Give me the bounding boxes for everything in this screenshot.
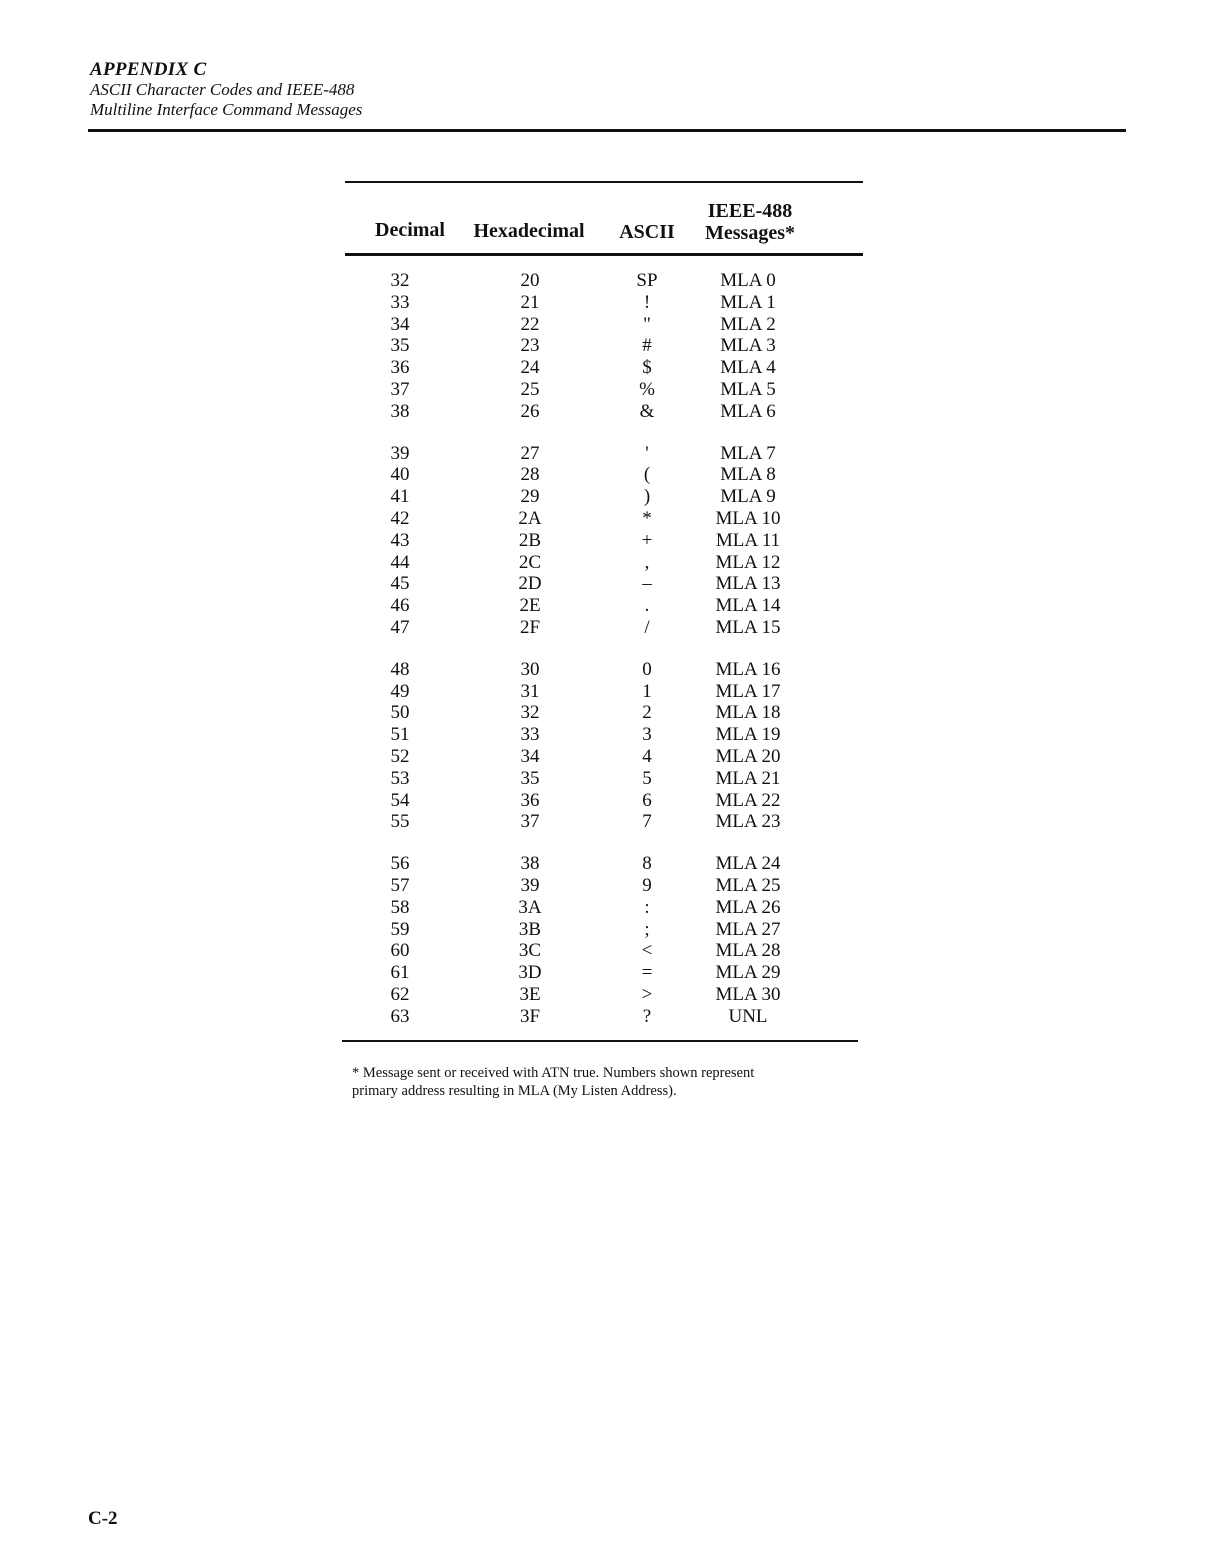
table-row <box>345 292 863 314</box>
table-row <box>345 940 863 962</box>
cell-hexadecimal: 38 <box>520 853 540 875</box>
cell-ascii: 1 <box>642 680 652 702</box>
column-header-decimal: Decimal <box>375 219 445 241</box>
cell-hexadecimal: 2D <box>518 573 542 595</box>
cell-ieee-message: MLA 30 <box>715 983 781 1005</box>
table-row <box>345 919 863 941</box>
table-row <box>345 401 863 423</box>
cell-hexadecimal: 39 <box>520 874 540 896</box>
cell-decimal: 63 <box>390 1005 410 1027</box>
table-row <box>345 875 863 897</box>
cell-ascii: 9 <box>642 874 652 896</box>
table-row <box>345 314 863 336</box>
row-group <box>345 270 863 423</box>
appendix-subtitle-line-2: Multiline Interface Command Messages <box>90 100 363 119</box>
cell-ascii: > <box>641 983 653 1005</box>
cell-hexadecimal: 32 <box>520 702 540 724</box>
cell-hexadecimal: 33 <box>520 724 540 746</box>
cell-hexadecimal: 31 <box>520 680 540 702</box>
table-row <box>345 270 863 292</box>
cell-hexadecimal: 37 <box>520 811 540 833</box>
table-row <box>345 379 863 401</box>
cell-hexadecimal: 3E <box>519 983 541 1005</box>
appendix-title: APPENDIX C <box>90 59 207 80</box>
header-divider <box>88 129 1126 132</box>
cell-hexadecimal: 30 <box>520 658 540 680</box>
cell-ascii: + <box>641 529 653 551</box>
page-header <box>90 60 362 120</box>
table-row <box>345 962 863 984</box>
cell-ieee-message: MLA 0 <box>720 270 776 291</box>
table-row <box>345 897 863 919</box>
cell-decimal: 46 <box>390 595 410 617</box>
cell-hexadecimal: 3A <box>518 896 542 918</box>
cell-decimal: 55 <box>390 811 410 833</box>
cell-ieee-message: MLA 16 <box>715 658 781 680</box>
cell-ieee-message: MLA 22 <box>715 789 781 811</box>
cell-ieee-message: MLA 17 <box>715 680 781 702</box>
cell-ieee-message: MLA 26 <box>715 896 781 918</box>
table-row <box>345 659 863 681</box>
table-row <box>345 768 863 790</box>
cell-ascii: / <box>644 616 650 638</box>
cell-decimal: 34 <box>390 313 410 335</box>
cell-ascii: & <box>639 400 655 422</box>
cell-decimal: 61 <box>390 962 410 984</box>
cell-decimal: 41 <box>390 486 410 508</box>
cell-hexadecimal: 28 <box>520 464 540 486</box>
table-row <box>345 811 863 833</box>
cell-decimal: 45 <box>390 573 410 595</box>
table-row <box>345 464 863 486</box>
table-row <box>345 486 863 508</box>
cell-ieee-message: MLA 2 <box>720 313 776 335</box>
cell-ieee-message: MLA 27 <box>715 918 781 940</box>
cell-hexadecimal: 24 <box>520 357 540 379</box>
cell-hexadecimal: 35 <box>520 767 540 789</box>
cell-ascii: . <box>644 595 650 617</box>
cell-ascii: , <box>644 551 650 573</box>
cell-ieee-message: MLA 11 <box>715 529 781 551</box>
cell-ieee-message: MLA 7 <box>720 442 776 464</box>
cell-decimal: 40 <box>390 464 410 486</box>
column-header-hexadecimal: Hexadecimal <box>473 220 585 242</box>
cell-ascii: : <box>644 896 650 918</box>
cell-ascii: = <box>641 962 653 984</box>
cell-ieee-message: UNL <box>728 1005 768 1027</box>
cell-ascii: < <box>641 940 653 962</box>
cell-ieee-message: MLA 19 <box>715 724 781 746</box>
cell-decimal: 43 <box>390 529 410 551</box>
cell-hexadecimal: 22 <box>520 313 540 335</box>
cell-ieee-message: MLA 8 <box>720 464 776 486</box>
cell-ieee-message: MLA 9 <box>720 486 776 508</box>
cell-ieee-message: MLA 18 <box>715 702 781 724</box>
cell-decimal: 52 <box>390 745 410 767</box>
table-row <box>345 357 863 379</box>
cell-ascii: ) <box>643 486 651 508</box>
cell-ieee-message: MLA 15 <box>715 616 781 638</box>
cell-decimal: 38 <box>390 400 410 422</box>
cell-decimal: 51 <box>390 724 410 746</box>
cell-ascii: " <box>643 313 651 335</box>
row-group <box>345 853 863 1027</box>
cell-ascii: # <box>642 335 652 357</box>
cell-decimal: 50 <box>390 702 410 724</box>
table-row <box>345 746 863 768</box>
cell-hexadecimal: 2A <box>518 507 542 529</box>
cell-hexadecimal: 27 <box>520 442 540 464</box>
cell-ascii: $ <box>642 357 652 379</box>
cell-decimal: 57 <box>390 874 410 896</box>
cell-ascii: ; <box>644 918 650 940</box>
cell-hexadecimal: 34 <box>520 745 540 767</box>
cell-ascii: % <box>639 378 655 400</box>
table-row <box>345 508 863 530</box>
column-header-ieee-messages <box>695 200 805 244</box>
table-row <box>345 853 863 875</box>
cell-decimal: 32 <box>390 270 410 291</box>
cell-decimal: 62 <box>390 983 410 1005</box>
footnote-line-2: primary address resulting in MLA (My Listen Address). <box>352 1083 677 1099</box>
cell-ieee-message: MLA 10 <box>715 507 781 529</box>
table-row <box>345 984 863 1006</box>
cell-ascii: SP <box>636 270 658 291</box>
cell-hexadecimal: 2C <box>518 551 542 573</box>
cell-hexadecimal: 3C <box>518 940 542 962</box>
cell-hexadecimal: 25 <box>520 378 540 400</box>
cell-ascii: 6 <box>642 789 652 811</box>
cell-ieee-message: MLA 1 <box>720 291 776 313</box>
table-row <box>345 335 863 357</box>
cell-ascii: 4 <box>642 745 652 767</box>
cell-ieee-message: MLA 12 <box>715 551 781 573</box>
cell-ascii: 7 <box>642 811 652 833</box>
column-header-ieee-line-2: Messages* <box>705 222 795 244</box>
cell-hexadecimal: 20 <box>520 270 540 291</box>
cell-ieee-message: MLA 25 <box>715 874 781 896</box>
table-row <box>345 790 863 812</box>
row-group <box>345 659 863 833</box>
row-group <box>345 443 863 639</box>
cell-decimal: 35 <box>390 335 410 357</box>
cell-ieee-message: MLA 29 <box>715 962 781 984</box>
table-row <box>345 530 863 552</box>
cell-decimal: 42 <box>390 507 410 529</box>
table-row <box>345 573 863 595</box>
table-footnote <box>352 1064 872 1100</box>
cell-decimal: 44 <box>390 551 410 573</box>
cell-hexadecimal: 36 <box>520 789 540 811</box>
cell-hexadecimal: 21 <box>520 291 540 313</box>
cell-decimal: 39 <box>390 442 410 464</box>
cell-hexadecimal: 2B <box>518 529 542 551</box>
cell-decimal: 53 <box>390 767 410 789</box>
table-row <box>345 724 863 746</box>
page-number: C-2 <box>88 1508 118 1529</box>
table-row <box>345 1006 863 1028</box>
cell-hexadecimal: 3F <box>519 1005 541 1027</box>
cell-decimal: 47 <box>390 616 410 638</box>
cell-ieee-message: MLA 20 <box>715 745 781 767</box>
cell-decimal: 56 <box>390 853 410 875</box>
table-row <box>345 595 863 617</box>
cell-ascii: * <box>642 507 652 529</box>
table-body <box>345 270 863 1048</box>
column-header-ieee-line-1: IEEE-488 <box>707 200 793 222</box>
cell-decimal: 37 <box>390 378 410 400</box>
cell-ieee-message: MLA 3 <box>720 335 776 357</box>
cell-ieee-message: MLA 28 <box>715 940 781 962</box>
cell-ieee-message: MLA 6 <box>720 400 776 422</box>
footnote-line-1: * Message sent or received with ATN true. Numbers shown represent <box>352 1065 755 1081</box>
cell-decimal: 33 <box>390 291 410 313</box>
cell-decimal: 60 <box>390 940 410 962</box>
cell-decimal: 49 <box>390 680 410 702</box>
cell-decimal: 54 <box>390 789 410 811</box>
cell-hexadecimal: 3B <box>518 918 542 940</box>
cell-ascii: 2 <box>642 702 652 724</box>
table-header-rule <box>345 253 863 256</box>
cell-ascii: 3 <box>642 724 652 746</box>
table-row <box>345 552 863 574</box>
cell-ascii: ? <box>642 1005 652 1027</box>
cell-ieee-message: MLA 21 <box>715 767 781 789</box>
cell-ascii: ( <box>643 464 651 486</box>
cell-ascii: 5 <box>642 767 652 789</box>
cell-ascii: ! <box>643 291 651 313</box>
cell-ascii: 0 <box>642 658 652 680</box>
table-row <box>345 443 863 465</box>
cell-ascii: – <box>642 573 652 595</box>
table-row <box>345 702 863 724</box>
cell-ieee-message: MLA 24 <box>715 853 781 875</box>
column-header-ascii: ASCII <box>619 221 675 243</box>
cell-ieee-message: MLA 23 <box>715 811 781 833</box>
cell-ieee-message: MLA 14 <box>715 595 781 617</box>
cell-hexadecimal: 2F <box>519 616 541 638</box>
table-row <box>345 617 863 639</box>
cell-hexadecimal: 26 <box>520 400 540 422</box>
cell-hexadecimal: 23 <box>520 335 540 357</box>
cell-hexadecimal: 29 <box>520 486 540 508</box>
cell-ieee-message: MLA 13 <box>715 573 781 595</box>
cell-decimal: 36 <box>390 357 410 379</box>
table-row <box>345 681 863 703</box>
table-top-rule <box>345 181 863 183</box>
cell-ascii: ' <box>645 442 649 464</box>
cell-hexadecimal: 3D <box>518 962 542 984</box>
cell-decimal: 58 <box>390 896 410 918</box>
cell-ascii: 8 <box>642 853 652 875</box>
appendix-subtitle-line-1: ASCII Character Codes and IEEE-488 <box>90 80 355 99</box>
cell-decimal: 48 <box>390 658 410 680</box>
cell-hexadecimal: 2E <box>519 595 541 617</box>
cell-ieee-message: MLA 5 <box>720 378 776 400</box>
cell-decimal: 59 <box>390 918 410 940</box>
cell-ieee-message: MLA 4 <box>720 357 776 379</box>
table-bottom-rule <box>342 1040 858 1042</box>
